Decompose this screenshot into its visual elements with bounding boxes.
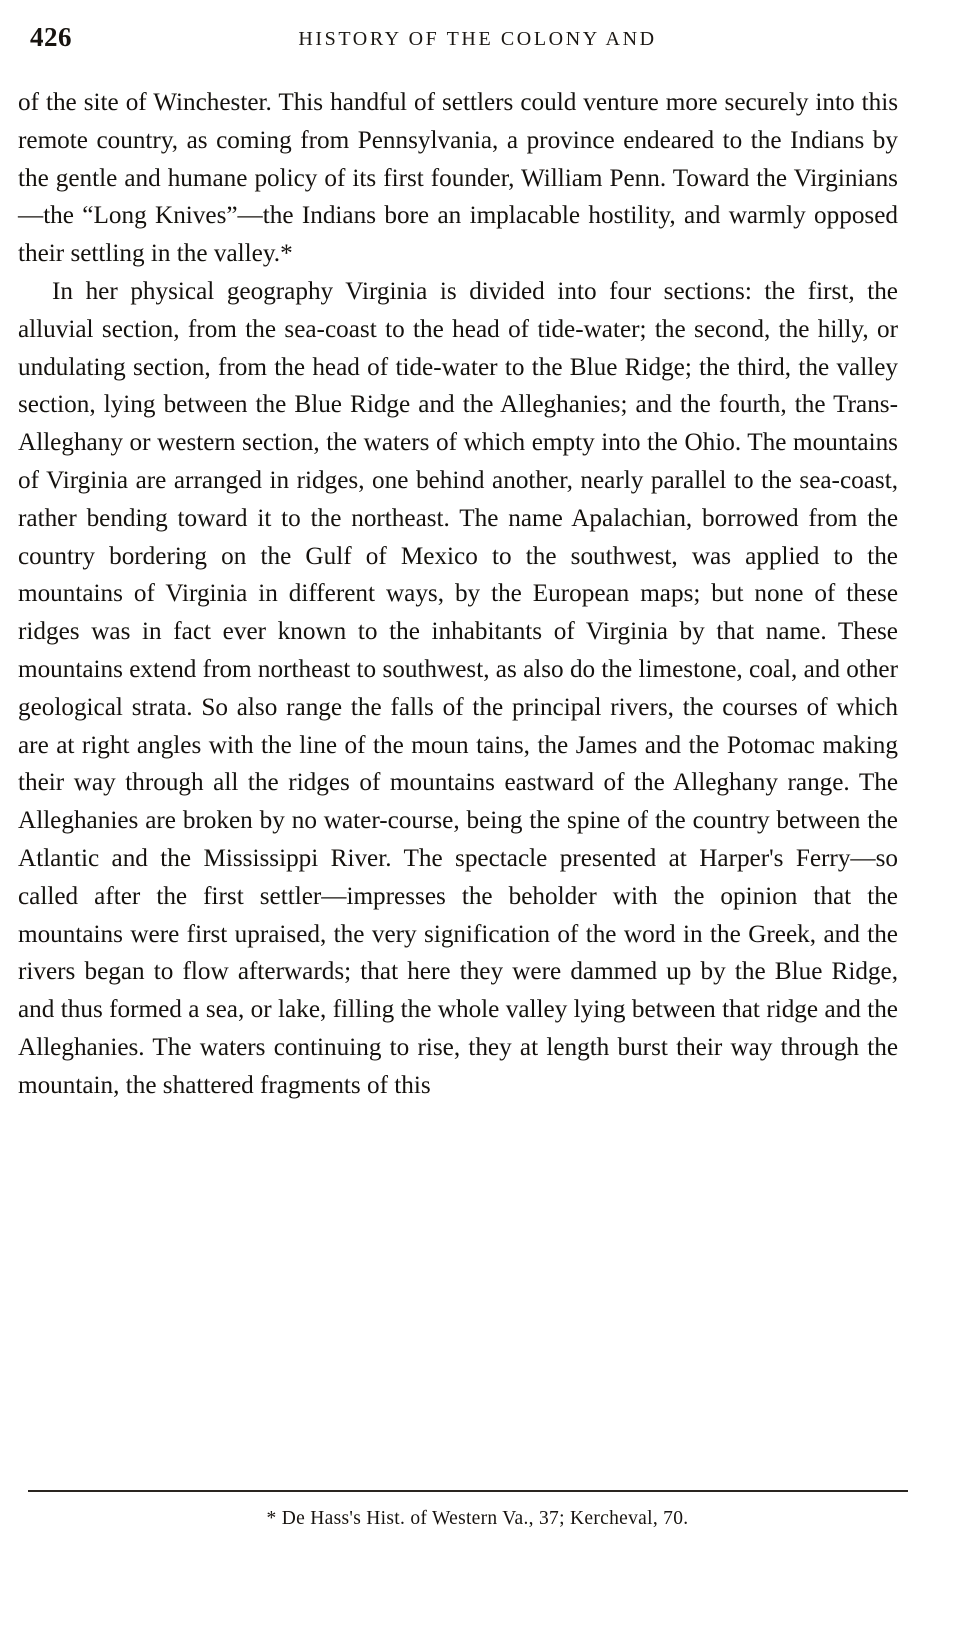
running-head-title: HISTORY OF THE COLONY AND	[298, 28, 657, 50]
running-head	[0, 22, 955, 58]
body-text	[18, 84, 898, 1105]
paragraph-2: In her physical geography Virginia is divided into four sections: the first, the alluvial section, from the sea-coast to the head of tide-water; the second, the hilly, or undulating section, from the head of tide-water to the Blue Ridge; the third, the valley section, lying between the Blue Ridge and the Alleghanies; and the fourth, the Trans-Alleghany or western section, the waters of which empty into the Ohio. The mountains of Virginia are arranged in ridges, one behind another, nearly parallel to the sea-coast, rather bending toward it to the northeast. The name Apalachian, borrowed from the country bordering on the Gulf of Mexico to the southwest, was applied to the mountains of Virginia in different ways, by the European maps; but none of these ridges was in fact ever known to the inhabitants of Virginia by that name. These mountains extend from northeast to southwest, as also do the limestone, coal, and other geological strata. So also range the falls of the principal rivers, the courses of which are at right angles with the line of the moun tains, the James and the Potomac making their way through all the ridges of mountains eastward of the Alleghany range. The Alleghanies are broken by no water-course, being the spine of the country between the Atlantic and the Mississippi River. The spectacle presented at Harper's Ferry—so called after the first settler—impresses the beholder with the opinion that the mountains were first upraised, the very signification of the word in the Greek, and the rivers began to flow afterwards; that here they were dammed up by the Blue Ridge, and thus formed a sea, or lake, filling the whole valley lying between that ridge and the Alleghanies. The waters continuing to rise, they at length burst their way through the mountain, the shattered fragments of this	[18, 277, 898, 1099]
footnote-text: * De Hass's Hist. of Western Va., 37; Kercheval, 70.	[266, 1508, 689, 1529]
paragraph-1: of the site of Winchester. This handful of settlers could venture more securely into this remote country, as coming from Pennsylvania, a province endeared to the Indians by the gentle and humane policy of its first founder, William Penn. Toward the Virginians—the “Long Knives”—the Indians bore an implacable hostility, and warmly opposed their settling in the valley.*	[18, 89, 898, 268]
page-number: 426	[30, 22, 72, 52]
footnote-divider	[28, 1490, 908, 1492]
